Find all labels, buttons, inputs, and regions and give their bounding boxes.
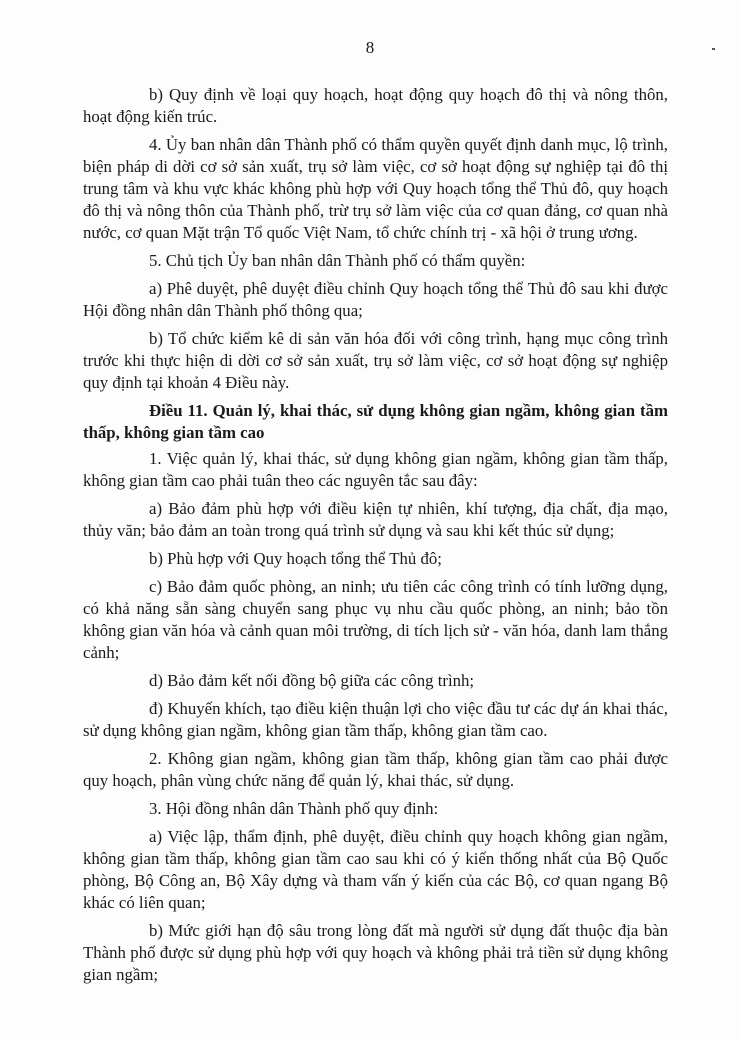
article-heading: Điều 11. Quản lý, khai thác, sử dụng không gian ngầm, không gian tầm thấp, không gian tầm cao <box>83 401 668 442</box>
paragraph-p2: 4. Ủy ban nhân dân Thành phố có thẩm quyền quyết định danh mục, lộ trình, biện pháp di dời cơ sở sản xuất, trụ sở làm việc, cơ sở hoạt động sự nghiệp tại đô thị trung tâm và khu vực khác không phù hợp với Quy hoạch tổng thể Thủ đô, quy hoạch đô thị và nông thôn của Thành phố, trừ trụ sở làm việc của cơ quan đảng, cơ quan nhà nước, cơ quan Mặt trận Tổ quốc Việt Nam, tổ chức chính trị - xã hội ở trung ương. <box>83 135 668 242</box>
paragraph-p12: đ) Khuyến khích, tạo điều kiện thuận lợi cho việc đầu tư các dự án khai thác, sử dụng không gian ngầm, không gian tầm thấp, không gian tầm cao. <box>83 699 668 740</box>
paragraph-p3: 5. Chủ tịch Ủy ban nhân dân Thành phố có thẩm quyền: <box>149 251 526 270</box>
paragraph-p7: 1. Việc quản lý, khai thác, sử dụng không gian ngầm, không gian tầm thấp, không gian tầm cao phải tuân theo các nguyên tắc sau đây: <box>83 449 668 490</box>
document-body <box>83 84 668 992</box>
paragraph-p9: b) Phù hợp với Quy hoạch tổng thể Thủ đô; <box>149 549 442 568</box>
paragraph-p10: c) Bảo đảm quốc phòng, an ninh; ưu tiên các công trình có tính lưỡng dụng, có khả năng sẵn sàng chuyển sang phục vụ nhu cầu quốc phòng, an ninh; bảo tồn không gian văn hóa và cảnh quan môi trường, di tích lịch sử - văn hóa, danh lam thắng cảnh; <box>83 577 668 662</box>
paragraph-p4: a) Phê duyệt, phê duyệt điều chỉnh Quy hoạch tổng thể Thủ đô sau khi được Hội đồng nhân dân Thành phố thông qua; <box>83 279 668 320</box>
paragraph-p16: b) Mức giới hạn độ sâu trong lòng đất mà người sử dụng đất thuộc địa bàn Thành phố được sử dụng phù hợp với quy hoạch và không phải trả tiền sử dụng không gian ngầm; <box>83 921 668 984</box>
paragraph-p11: d) Bảo đảm kết nối đồng bộ giữa các công trình; <box>149 671 475 690</box>
paragraph-p13: 2. Không gian ngầm, không gian tầm thấp, không gian tầm cao phải được quy hoạch, phân vùng chức năng để quản lý, khai thác, sử dụng. <box>83 749 668 790</box>
page-number: 8 <box>365 38 375 57</box>
paragraph-p8: a) Bảo đảm phù hợp với điều kiện tự nhiên, khí tượng, địa chất, địa mạo, thủy văn; bảo đảm an toàn trong quá trình sử dụng và sau khi kết thúc sử dụng; <box>83 499 668 540</box>
paragraph-p14: 3. Hội đồng nhân dân Thành phố quy định: <box>149 799 439 818</box>
paragraph-p15: a) Việc lập, thẩm định, phê duyệt, điều chỉnh quy hoạch không gian ngầm, không gian tầm thấp, không gian tầm cao sau khi có ý kiến thống nhất của Bộ Quốc phòng, Bộ Công an, Bộ Xây dựng và tham vấn ý kiến của các Bộ, cơ quan ngang Bộ khác có liên quan; <box>83 827 668 912</box>
paragraph-p1: b) Quy định về loại quy hoạch, hoạt động quy hoạch đô thị và nông thôn, hoạt động kiến trúc. <box>83 85 668 126</box>
scan-speck <box>712 48 715 50</box>
paragraph-p5: b) Tổ chức kiểm kê di sản văn hóa đối với công trình, hạng mục công trình trước khi thực hiện di dời cơ sở sản xuất, trụ sở làm việc, cơ sở hoạt động sự nghiệp quy định tại khoản 4 Điều này. <box>83 329 668 392</box>
